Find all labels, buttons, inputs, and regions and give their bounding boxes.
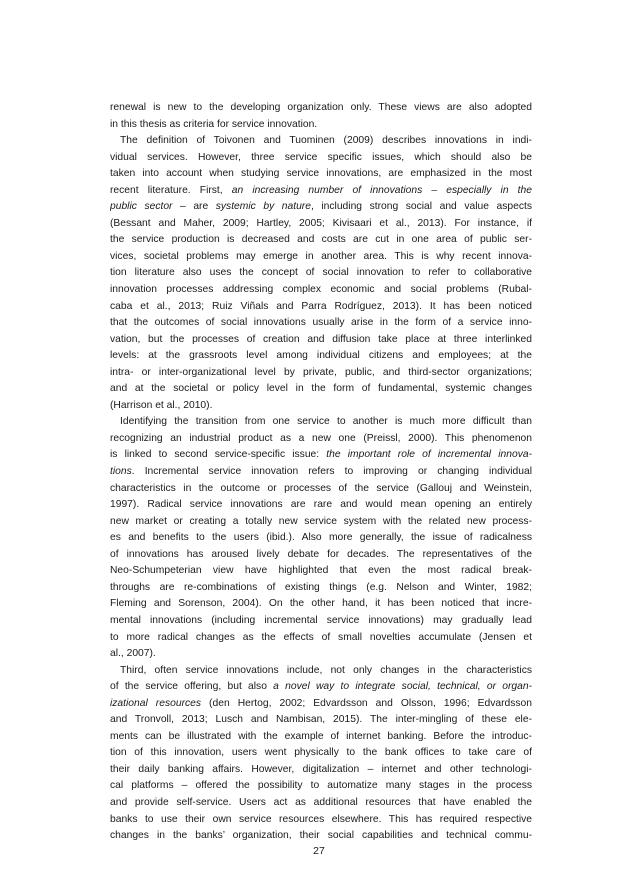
text-line: vation, but the processes of creation and diffusion take place at three interlinked (110, 333, 532, 345)
text-line: ments can be illustrated with the example of internet banking. Before the introduc- (110, 730, 532, 742)
text-line: (Harrison et al., 2010). (110, 399, 213, 411)
text-line: izational resources (den Hertog, 2002; Edvardsson and Olsson, 1996; Edvardsson (110, 697, 532, 709)
text-line: mental innovations (including incremental service innovations) may gradually lead (110, 614, 532, 626)
text-line: is linked to second service-specific issue: the important role of incremental innova- (110, 449, 532, 461)
text-line: to more radical changes as the effects of small novelties accumulate (Jensen et (110, 631, 532, 643)
text-line: taken into account when studying service innovations, are emphasized in the most (110, 168, 532, 180)
text-line: intra- or inter-organizational level by private, public, and third-sector organizations; (110, 366, 532, 378)
emphasis: systemic by nature (215, 201, 311, 213)
page-number: 27 (313, 845, 325, 857)
text-line: renewal is new to the developing organization only. These views are also adopted (110, 102, 532, 113)
text-line: tion of this innovation, users went physically to the bank offices to take care of (110, 747, 532, 759)
text-line: (Bessant and Maher, 2009; Hartley, 2005; Kivisaari et al., 2013). For instance, if (110, 217, 532, 229)
text-line: their daily banking affairs. However, digitalization – internet and other technologi- (110, 763, 532, 775)
emphasis: public sector (110, 201, 173, 213)
text-line: in this thesis as criteria for service innovation. (110, 118, 318, 130)
emphasis: the important role of incremental innova- (326, 449, 532, 461)
text-line: vidual services. However, three service specific issues, which should also be (110, 151, 532, 163)
paragraph-start-line: Third, often service innovations include, not only changes in the characteristics (120, 664, 532, 676)
body-text (110, 100, 532, 845)
emphasis: a novel way to integrate social, technical, or organ- (273, 681, 532, 693)
text-line: characteristics in the outcome or processes of the service (Gallouj and Weinstein, (110, 482, 532, 494)
text-line: the service production is decreased and costs are cut in one area of public ser- (110, 234, 532, 246)
text-line: of innovations has aroused lively debate for decades. The representatives of the (110, 548, 532, 560)
text-line: levels: at the grassroots level among individual citizens and employees; at the (110, 350, 532, 362)
text-line: Neo-Schumpeterian view have highlighted that even the most radical break- (110, 565, 532, 577)
text-line: that the outcomes of social innovations usually arise in the form of a service inno- (110, 317, 532, 329)
text-line: innovation processes addressing complex economic and social problems (Rubal- (110, 284, 532, 296)
text-line: 1997). Radical service innovations are rare and would mean opening an entirely (110, 499, 532, 511)
text-line: Fleming and Sorenson, 2004). On the other hand, it has been noticed that incre- (110, 598, 532, 610)
text-line: throughs are re-combinations of existing things (e.g. Nelson and Winter, 1982; (110, 581, 532, 593)
text-line: and Tronvoll, 2013; Lusch and Nambisan, 2015). The inter-mingling of these ele- (110, 714, 532, 726)
text-line: tions. Incremental service innovation refers to improving or changing individual (110, 466, 532, 478)
paragraph-start-line: The definition of Toivonen and Tuominen (2009) describes innovations in indi- (120, 135, 532, 147)
text-line: changes in the banks’ organization, their social capabilities and technical commu- (110, 830, 532, 842)
text-line: public sector – are systemic by nature, including strong social and value aspects (110, 201, 532, 213)
text-line: vices, societal problems may emerge in another area. This is why recent innova- (110, 250, 532, 262)
text-line: new market or creating a totally new service system with the related new process- (110, 515, 532, 527)
text-line: cal platforms – offered the possibility to automatize many stages in the process (110, 780, 532, 792)
emphasis: an increasing number of innovations – especially in the (231, 184, 532, 196)
text-line: recent literature. First, an increasing number of innovations – especially in the (110, 184, 532, 196)
paragraph-start-line: Identifying the transition from one service to another is much more difficult than (120, 416, 532, 428)
text-line: recognizing an industrial product as a new one (Preissl, 2000). This phenomenon (110, 432, 532, 444)
emphasis: tions (110, 466, 132, 478)
text-line: al., 2007). (110, 648, 156, 660)
text-line: and provide self-service. Users act as additional resources that have enabled the (110, 796, 532, 808)
emphasis: izational resources (110, 697, 202, 709)
text-line: of the service offering, but also a novel way to integrate social, technical, or organ- (110, 681, 532, 693)
text-line: caba et al., 2013; Ruiz Viñals and Parra Rodríguez, 2013). It has been noticed (110, 300, 532, 312)
text-line: es and benefits to the users (ibid.). Also more generally, the issue of radicalness (110, 532, 532, 544)
text-line: banks to use their own service resources elsewhere. This has required respective (110, 813, 532, 825)
text-line: and at the societal or policy level in the form of fundamental, systemic changes (110, 383, 532, 395)
text-line: tion literature also uses the concept of social innovation to refer to collaborative (110, 267, 532, 279)
